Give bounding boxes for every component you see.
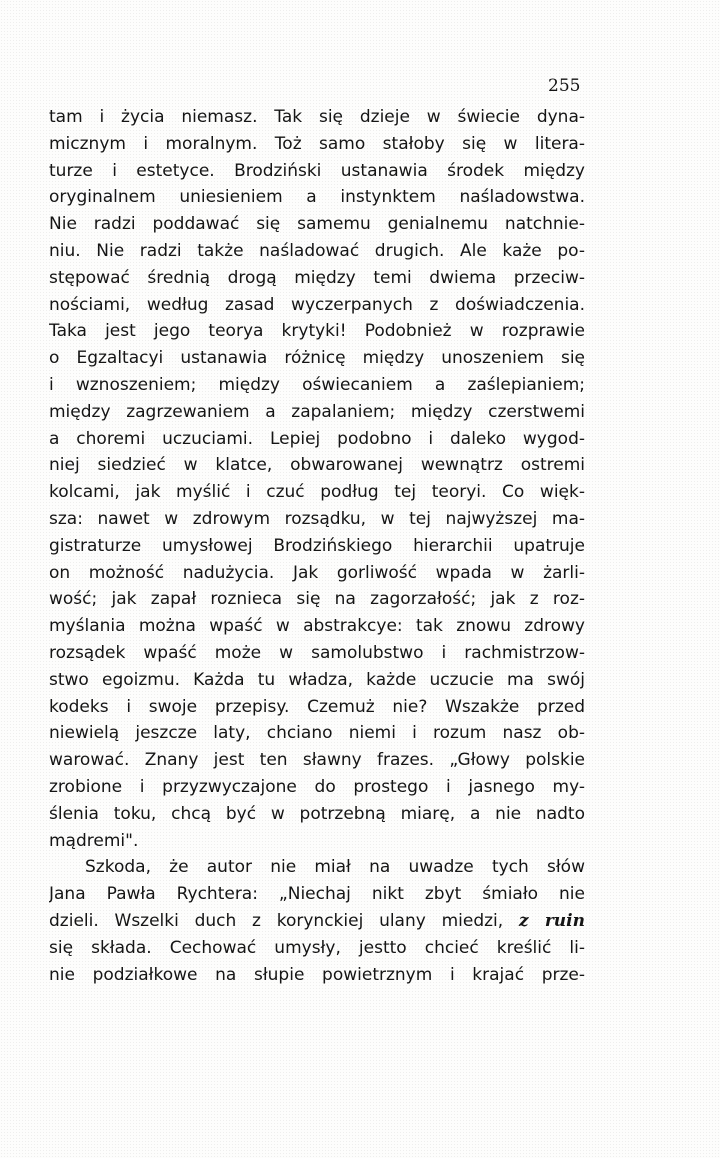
- text-line: oryginalnem uniesieniem a instynktem naśladowstwa.: [49, 187, 585, 208]
- italic-text: z ruin: [518, 910, 585, 931]
- text-line: rozsądek wpaść może w samolubstwo i rachmistrzow-: [49, 642, 585, 663]
- body-text: [49, 104, 585, 988]
- text-line: micznym i moralnym. Toż samo stałoby się w litera-: [49, 133, 585, 154]
- text-line: stępować średnią drogą między temi dwiema przeciw-: [49, 267, 585, 288]
- text-line: Szkoda, że autor nie miał na uwadze tych słów: [85, 857, 585, 878]
- text-line: mądremi".: [49, 830, 139, 851]
- text-line: gistraturze umysłowej Brodzińskiego hierarchii upatruje: [49, 535, 585, 556]
- text-line: stwo egoizmu. Każda tu władza, każde uczucie ma swój: [49, 669, 585, 690]
- text-line: tam i życia niemasz. Tak się dzieje w świecie dyna-: [49, 107, 585, 127]
- text-line: o Egzaltacyi ustanawia różnicę między unoszeniem się: [49, 348, 585, 369]
- text-line: turze i estetyce. Brodziński ustanawia środek między: [49, 160, 585, 181]
- text-line: nie podziałkowe na słupie powietrznym i krajać prze-: [49, 964, 585, 985]
- text-line: niej siedzieć w klatce, obwarowanej wewnątrz ostremi: [49, 455, 585, 476]
- text-line: warować. Znany jest ten sławny frazes. „Głowy polskie: [49, 750, 585, 771]
- paragraph: [49, 104, 585, 854]
- text-line: między zagrzewaniem a zapalaniem; między czerstwemi: [49, 401, 585, 422]
- text-line: i wznoszeniem; między oświecaniem a zaślepianiem;: [49, 374, 585, 395]
- text-line: sza: nawet w zdrowym rozsądku, w tej najwyższej ma-: [49, 508, 585, 529]
- text-line: się składa. Cechować umysły, jestto chcieć kreślić li-: [49, 937, 585, 958]
- text-line: nościami, według zasad wyczerpanych z doświadczenia.: [49, 294, 585, 315]
- text-line: kodeks i swoje przepisy. Czemuż nie? Wszakże przed: [49, 696, 585, 717]
- text-line: zrobione i przyzwyczajone do prostego i jasnego my-: [49, 776, 585, 797]
- text-line: on możność nadużycia. Jak gorliwość wpada w żarli-: [49, 562, 585, 583]
- text-line: Taka jest jego teorya krytyki! Podobnież w rozprawie: [49, 321, 585, 342]
- text-line: kolcami, jak myślić i czuć podług tej teoryi. Co więk-: [49, 482, 585, 503]
- text-line: Nie radzi poddawać się samemu genialnemu natchnie-: [49, 214, 585, 235]
- page-number: 255: [548, 76, 581, 96]
- text-line: myślania można wpaść w abstrakcye: tak znowu zdrowy: [49, 616, 585, 637]
- text-line: a choremi uczuciami. Lepiej podobno i daleko wygod-: [49, 428, 585, 449]
- text-run: dzieli. Wszelki duch z korynckiej ulany miedzi,: [49, 910, 519, 931]
- text-line: Jana Pawła Rychtera: „Niechaj nikt zbyt śmiało nie: [49, 884, 585, 905]
- paragraph: [49, 854, 585, 988]
- text-line: niu. Nie radzi także naśladować drugich. Ale każe po-: [49, 240, 585, 261]
- text-line: ślenia toku, chcą być w potrzebną miarę, a nie nadto: [49, 803, 585, 824]
- text-line: wość; jak zapał roznieca się na zagorzałość; jak z roz-: [49, 589, 585, 610]
- text-line: [49, 908, 585, 935]
- text-line: niewielą jeszcze laty, chciano niemi i rozum nasz ob-: [49, 723, 585, 744]
